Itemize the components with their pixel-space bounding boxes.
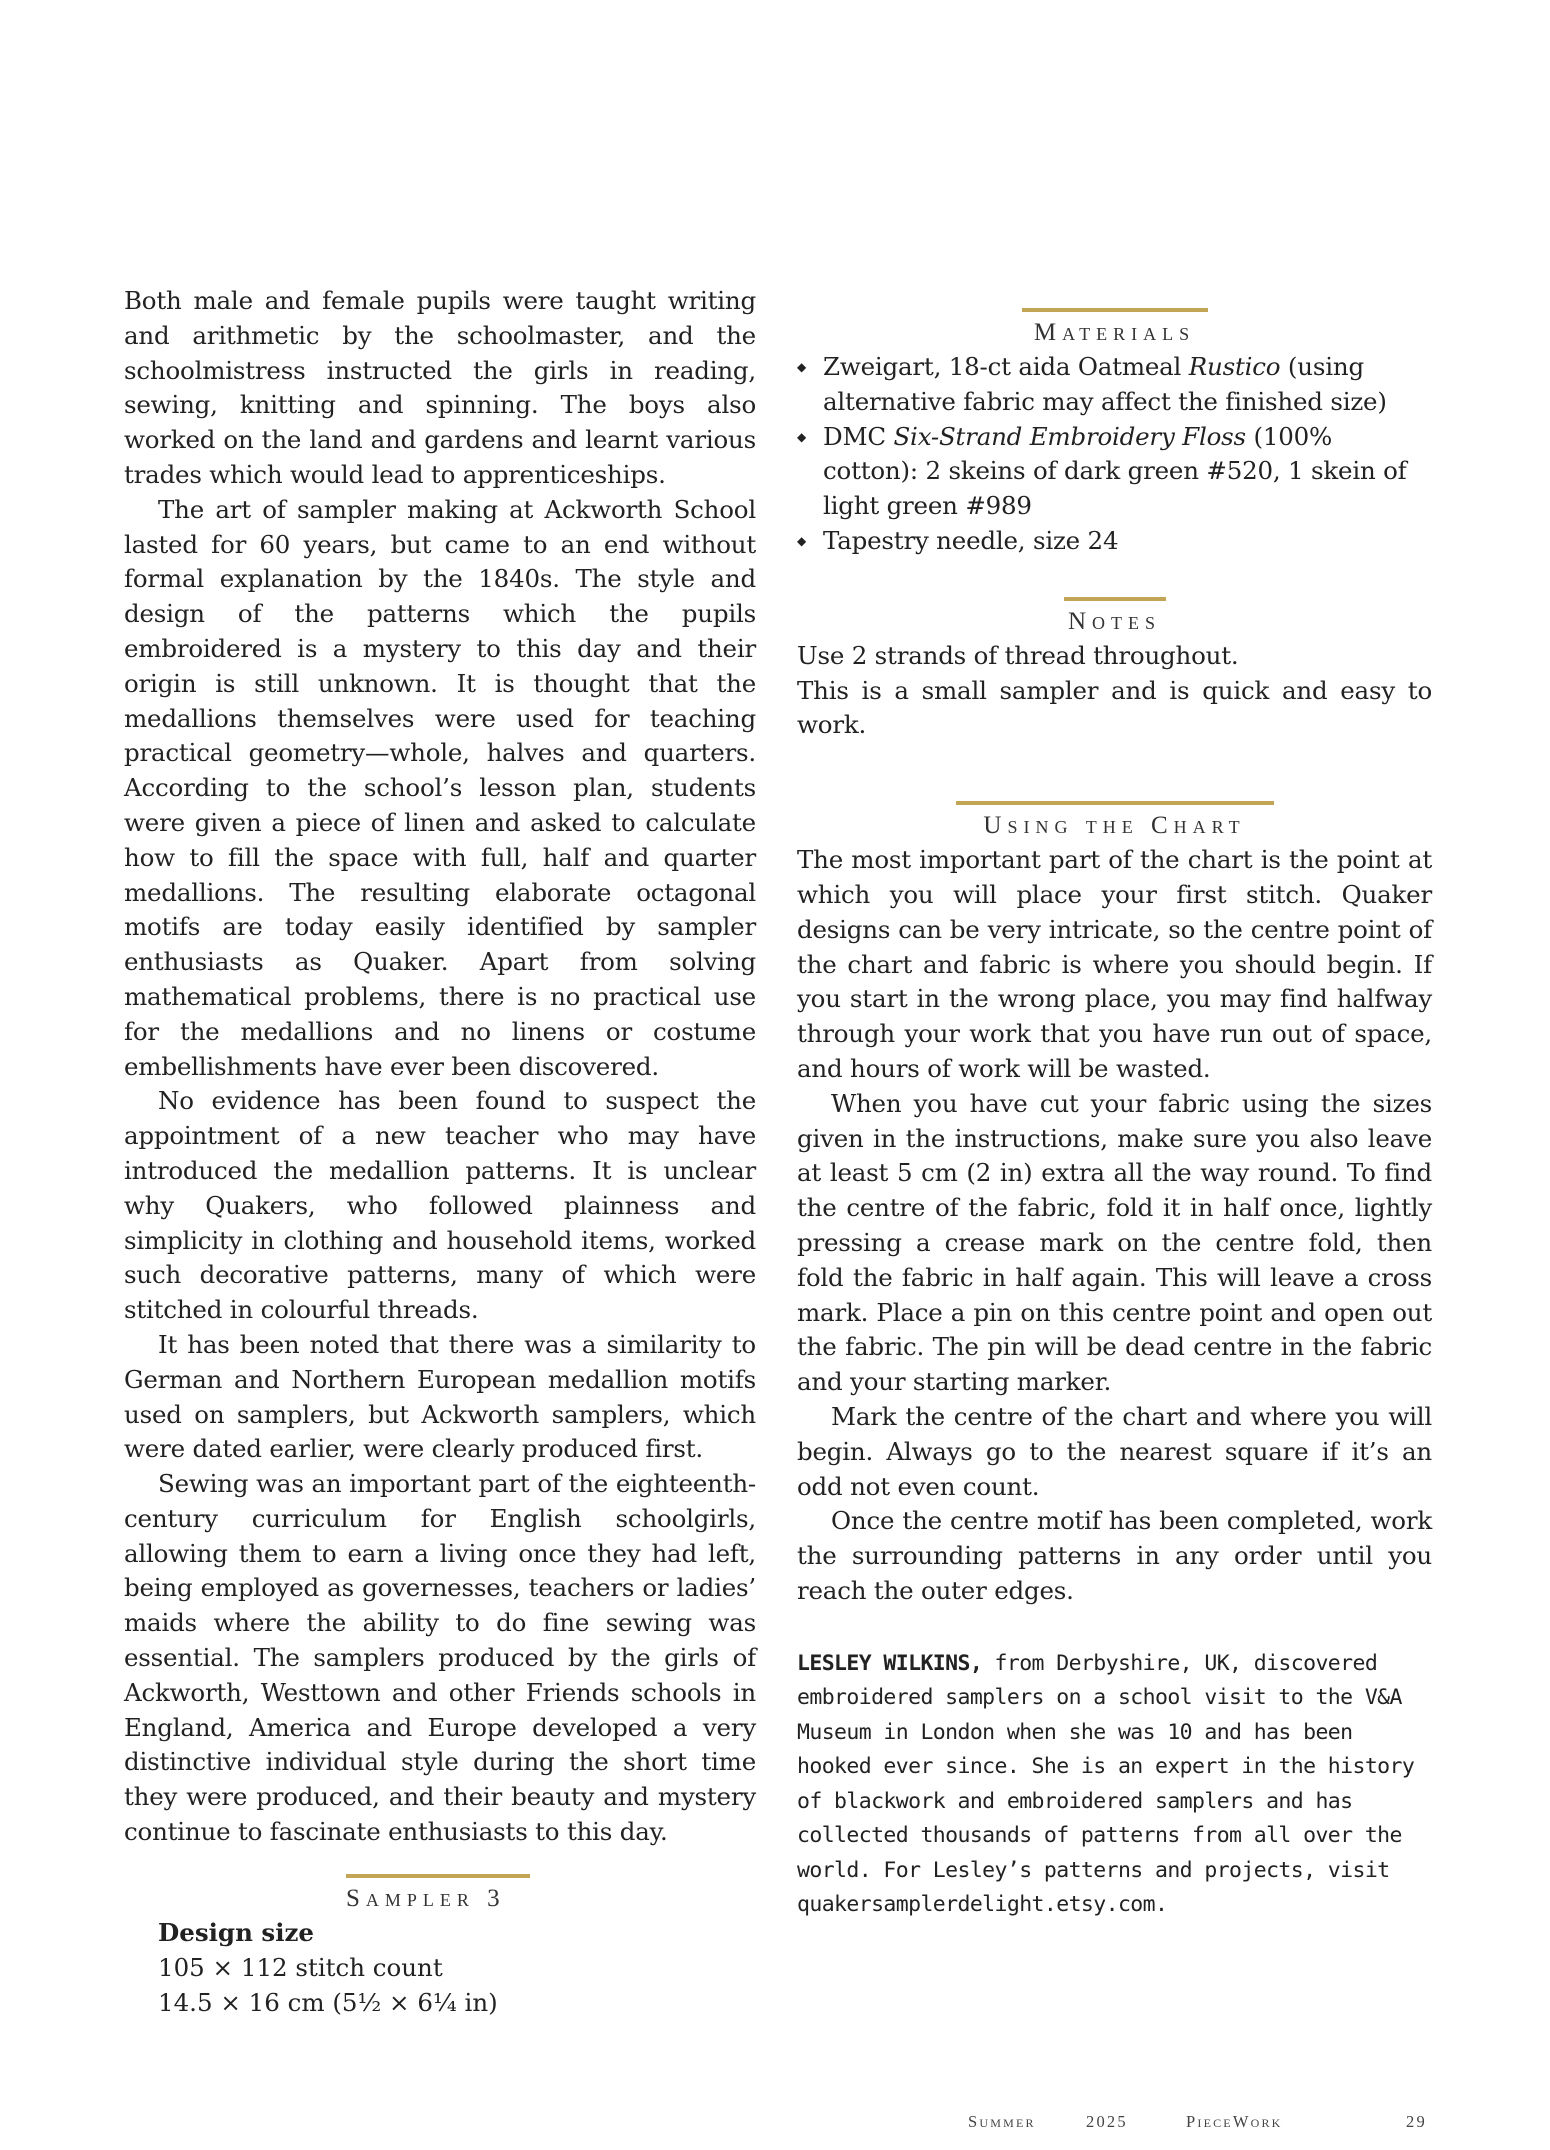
design-size-label: Design size: [158, 1918, 315, 1947]
notes-line-2: This is a small sampler and is quick and easy to work.: [797, 675, 1432, 740]
notes-line-1: Use 2 strands of thread throughout.: [797, 640, 1239, 670]
notes-rule: [1064, 597, 1166, 601]
right-column: [797, 308, 1432, 1923]
chart-paragraph-3: Mark the centre of the chart and where you will begin. Always go to the nearest square if it’s an odd not even count.: [797, 1401, 1432, 1501]
author-bio-text: from Derbyshire, UK, discovered embroidered samplers on a school visit to the V&A Museum in London when she was 10 and has been hooked ever since. She is an expert in the history of blackwork and embroidered samplers and has collected thousands of patterns from all over the world. For Lesley’s patterns and projects, visit quakersamplerdelight.etsy.com.: [797, 1650, 1415, 1918]
left-paragraph-5: Sewing was an important part of the eighteenth-century curriculum for English schoolgirls, allowing them to earn a living once they had left, being employed as governesses, teachers or ladies’ maids where the ability to do fine sewing was essential. The samplers produced by the girls of Ackworth, Westtown and other Friends schools in England, America and Europe developed a very distinctive individual style during the short time they were produced, and their beauty and mystery continue to fascinate enthusiasts to this day.: [124, 1469, 756, 1847]
materials-item-floss: ◆ DMC Six-Strand Embroidery Floss (100% cotton): 2 skeins of dark green #520, 1 skein of light green #989: [797, 420, 1432, 524]
materials-item-fabric: ◆ Zweigart, 18-ct aida Oatmeal Rustico (using alternative fabric may affect the finished size): [797, 350, 1432, 420]
left-column: [124, 284, 756, 1850]
stitch-count: 105 × 112 stitch count: [158, 1952, 443, 1982]
footer-page-number: 29: [1406, 2112, 1427, 2131]
materials-section: [797, 308, 1432, 350]
using-chart-heading: Using the Chart: [983, 812, 1246, 840]
sampler-rule: [346, 1874, 530, 1878]
sampler-info-block: [124, 1874, 756, 2020]
notes-section: [797, 597, 1432, 639]
materials-item-needle: ◆ Tapestry needle, size 24: [797, 524, 1432, 559]
using-chart-section: [797, 801, 1432, 843]
left-paragraph-3: No evidence has been found to suspect the appointment of a new teacher who may have introduced the medallion patterns. It is unclear why Quakers, who followed plainness and simplicity in clothing and household items, worked such decorative patterns, many of which were stitched in colourful threads.: [124, 1086, 756, 1325]
footer-magazine: PieceWork: [1186, 2112, 1283, 2131]
chart-paragraph-4: Once the centre motif has been completed, work the surrounding patterns in any order until you reach the outer edges.: [797, 1506, 1432, 1605]
author-name: LESLEY WILKINS,: [797, 1650, 983, 1676]
notes-heading: Notes: [1067, 607, 1162, 635]
using-chart-rule: [956, 801, 1274, 805]
left-paragraph-4: It has been noted that there was a similarity to German and Northern European medallion motifs used on samplers, but Ackworth samplers, which were dated earlier, were clearly produced first.: [124, 1329, 756, 1464]
design-dimensions: 14.5 × 16 cm (5½ × 6¼ in): [158, 1987, 498, 2017]
materials-rule: [1022, 308, 1208, 312]
chart-paragraph-2: When you have cut your fabric using the sizes given in the instructions, make sure you also leave at least 5 cm (2 in) extra all the way round. To find the centre of the fabric, fold it in half once, lightly pressing a crease mark on the centre fold, then fold the fabric in half again. This will leave a cross mark. Place a pin on this centre point and open out the fabric. The pin will be dead centre in the fabric and your starting marker.: [797, 1088, 1432, 1397]
footer-season: Summer: [968, 2112, 1036, 2131]
author-bio: [797, 1647, 1432, 1923]
sampler-heading: Sampler 3: [346, 1885, 506, 1912]
chart-paragraph-1: The most important part of the chart is the point at which you will place your first stitch. Quaker designs can be very intricate, so the centre point of the chart and fabric is where you should begin. If you start in the wrong place, you may find halfway through your work that you have run out of space, and hours of work will be wasted.: [797, 845, 1432, 1083]
sampler-details: [124, 1916, 756, 2020]
footer-year: 2025: [1086, 2112, 1128, 2131]
materials-heading: Materials: [1033, 319, 1196, 346]
materials-list: [797, 350, 1432, 559]
left-paragraph-1: Both male and female pupils were taught writing and arithmetic by the schoolmaster, and the schoolmistress instructed the girls in reading, sewing, knitting and spinning. The boys also worked on the land and gardens and learnt various trades which would lead to apprenticeships.: [124, 286, 756, 489]
left-paragraph-2: The art of sampler making at Ackworth School lasted for 60 years, but came to an end without formal explanation by the 1840s. The style and design of the patterns which the pupils embroidered is a mystery to this day and their origin is still unknown. It is thought that the medallions themselves were used for teaching practical geometry—whole, halves and quarters. According to the school’s lesson plan, students were given a piece of linen and asked to calculate how to fill the space with full, half and quarter medallions. The resulting elaborate octagonal motifs are today easily identified by sampler enthusiasts as Quaker. Apart from solving mathematical problems, there is no practical use for the medallions and no linens or costume embellishments have ever been discovered.: [124, 494, 756, 1081]
